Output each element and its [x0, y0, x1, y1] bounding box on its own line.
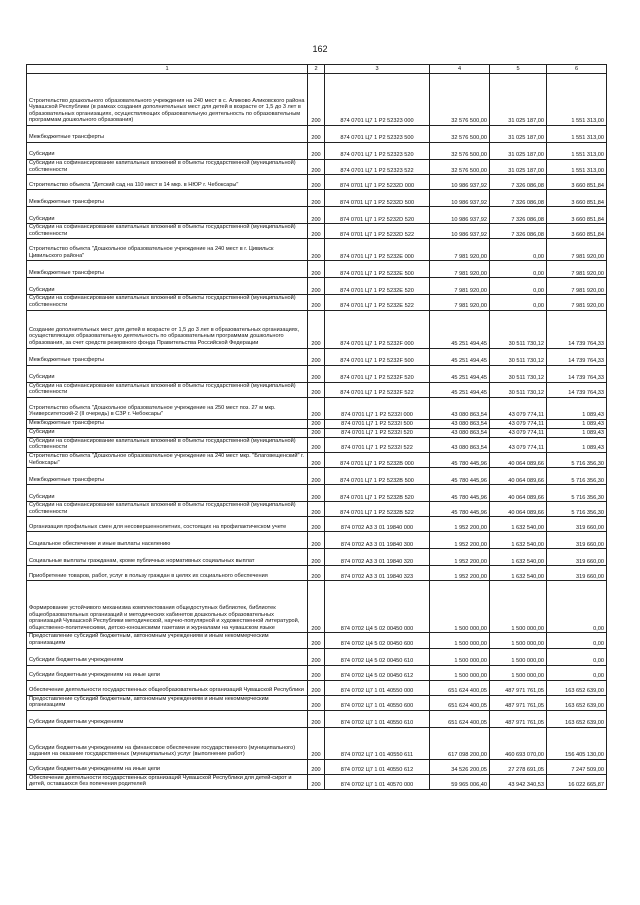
table-row — [27, 680, 607, 695]
row-amount-planned: 32 576 500,00 — [430, 160, 490, 175]
row-amount-remaining: 319 660,00 — [547, 566, 607, 581]
row-name: Субсидии на софинансирование капитальных вложений в объекты государственной (муниципальной) собственности — [27, 295, 308, 310]
row-amount-executed: 487 971 761,05 — [490, 680, 547, 695]
row-budget-code: 874 0702 Ц7 1 01 40550 000 — [325, 680, 430, 695]
row-budget-code: 874 0702 Ц7 1 01 40550 600 — [325, 695, 430, 710]
row-amount-remaining: 0,00 — [547, 581, 607, 633]
row-amount-executed: 1 632 540,00 — [490, 517, 547, 532]
column-header-6: 6 — [547, 65, 607, 74]
row-name: Субсидии бюджетным учреждениям — [27, 648, 308, 665]
table-row — [27, 549, 607, 566]
table-row — [27, 502, 607, 517]
row-amount-executed: 0,00 — [490, 261, 547, 278]
row-line-code: 200 — [308, 695, 325, 710]
row-line-code: 200 — [308, 633, 325, 648]
row-amount-planned: 45 251 494,45 — [430, 365, 490, 382]
row-name: Субсидии — [27, 365, 308, 382]
table-row — [27, 437, 607, 452]
row-budget-code: 874 0701 Ц7 1 Р2 5232D 520 — [325, 207, 430, 224]
row-line-code: 200 — [308, 224, 325, 239]
row-name: Приобретение товаров, работ, услуг в пользу граждан в целях их социального обеспечения — [27, 566, 308, 581]
row-amount-planned: 1 952 200,00 — [430, 517, 490, 532]
row-name: Формирование устойчивого механизма комплектования общедоступных библиотек, библиотек общеобразовательных организаций и методических кабинетов дошкольных образовательных организаций Чувашской Республики методической, научно-популярной и художественной литературой, общественно-политическими, детско-юношескими газетами и журналами на чувашском языке — [27, 581, 308, 633]
row-line-code: 200 — [308, 532, 325, 549]
table-row — [27, 348, 607, 365]
row-amount-executed: 0,00 — [490, 295, 547, 310]
row-line-code: 200 — [308, 365, 325, 382]
row-amount-remaining: 1 089,43 — [547, 428, 607, 437]
row-amount-executed: 1 632 540,00 — [490, 532, 547, 549]
row-amount-executed: 7 326 086,08 — [490, 207, 547, 224]
row-budget-code: 874 0701 Ц7 1 Р2 5232В 522 — [325, 502, 430, 517]
row-amount-remaining: 7 247 509,00 — [547, 759, 607, 774]
row-amount-planned: 1 500 000,00 — [430, 665, 490, 680]
table-row — [27, 648, 607, 665]
row-budget-code: 874 0701 Ц7 1 Р2 5232В 520 — [325, 485, 430, 502]
table-row — [27, 665, 607, 680]
row-amount-remaining: 163 652 639,00 — [547, 695, 607, 710]
row-amount-planned: 1 952 200,00 — [430, 549, 490, 566]
column-header-3: 3 — [325, 65, 430, 74]
row-budget-code: 874 0701 Ц7 1 Р2 5232E 520 — [325, 278, 430, 295]
row-name: Создание дополнительных мест для детей в возрасте от 1,5 до 3 лет в образовательных организациях, осуществляющих образовательную деятельность по образовательным программам дошкольного образования, за счет средств резервного фонда Правительства Российской Федерации — [27, 310, 308, 348]
row-amount-planned: 651 624 400,05 — [430, 710, 490, 727]
row-line-code: 200 — [308, 648, 325, 665]
row-name: Межбюджетные трансферты — [27, 348, 308, 365]
row-amount-executed: 40 064 089,66 — [490, 485, 547, 502]
row-name: Социальное обеспечение и иные выплаты населению — [27, 532, 308, 549]
row-name: Строительство объекта "Детский сад на 110 мест в 14 мкр. в НЮР г. Чебоксары" — [27, 175, 308, 190]
row-amount-planned: 1 500 000,00 — [430, 633, 490, 648]
row-amount-planned: 43 080 863,54 — [430, 428, 490, 437]
row-name: Межбюджетные трансферты — [27, 261, 308, 278]
table-row — [27, 428, 607, 437]
row-amount-executed: 7 326 086,08 — [490, 190, 547, 207]
row-amount-executed: 43 079 774,11 — [490, 437, 547, 452]
table-row — [27, 295, 607, 310]
row-budget-code: 874 0701 Ц7 1 Р2 5232В 500 — [325, 468, 430, 485]
table-row — [27, 382, 607, 397]
row-budget-code: 874 0701 Ц7 1 Р2 5232E 000 — [325, 239, 430, 261]
row-amount-planned: 1 952 200,00 — [430, 566, 490, 581]
row-line-code: 200 — [308, 207, 325, 224]
row-budget-code: 874 0701 Ц7 1 Р2 5232D 000 — [325, 175, 430, 190]
row-amount-remaining: 0,00 — [547, 633, 607, 648]
row-amount-executed: 40 064 089,66 — [490, 452, 547, 467]
row-amount-planned: 43 080 863,54 — [430, 397, 490, 419]
table-row — [27, 143, 607, 160]
row-amount-executed: 1 500 000,00 — [490, 581, 547, 633]
row-amount-planned: 45 780 445,96 — [430, 452, 490, 467]
row-line-code: 200 — [308, 261, 325, 278]
row-amount-remaining: 14 739 764,33 — [547, 382, 607, 397]
row-line-code: 200 — [308, 397, 325, 419]
table-row — [27, 581, 607, 633]
page-number: 162 — [312, 44, 328, 54]
table-row — [27, 710, 607, 727]
row-name: Строительство объекта "Дошкольное образовательное учреждение на 240 мест в г. Цивильск Цивильского района" — [27, 239, 308, 261]
row-line-code: 200 — [308, 126, 325, 143]
row-line-code: 200 — [308, 710, 325, 727]
row-line-code: 200 — [308, 382, 325, 397]
row-name: Межбюджетные трансферты — [27, 190, 308, 207]
row-name: Субсидии бюджетным учреждениям на иные цели — [27, 665, 308, 680]
row-amount-executed: 40 064 089,66 — [490, 468, 547, 485]
row-amount-remaining: 319 660,00 — [547, 549, 607, 566]
row-budget-code: 874 0701 Ц7 1 Р2 5232D 500 — [325, 190, 430, 207]
row-name: Обеспечение деятельности государственных организаций Чувашской Республики для детей-сирот и детей, оставшихся без попечения родителей — [27, 774, 308, 789]
row-line-code: 200 — [308, 581, 325, 633]
row-name: Межбюджетные трансферты — [27, 468, 308, 485]
row-name: Субсидии на софинансирование капитальных вложений в объекты государственной (муниципальной) собственности — [27, 224, 308, 239]
row-line-code: 200 — [308, 160, 325, 175]
table-row — [27, 397, 607, 419]
row-name: Предоставление субсидий бюджетным, автономным учреждениям и иным некоммерческим организациям — [27, 633, 308, 648]
row-amount-executed: 1 500 000,00 — [490, 648, 547, 665]
row-budget-code: 874 0701 Ц7 1 Р2 5232I 520 — [325, 428, 430, 437]
row-amount-executed: 0,00 — [490, 239, 547, 261]
row-line-code: 200 — [308, 485, 325, 502]
row-amount-remaining: 163 652 639,00 — [547, 680, 607, 695]
row-name: Субсидии бюджетным учреждениям на финансовое обеспечение государственного (муниципального) задания на оказание государственных (муниципальных) услуг (выполнение работ) — [27, 727, 308, 759]
row-budget-code: 874 0701 Ц7 1 Р2 5232F 522 — [325, 382, 430, 397]
row-amount-remaining: 5 716 356,30 — [547, 502, 607, 517]
table-body — [27, 74, 607, 790]
row-name: Обеспечение деятельности государственных общеобразовательных организаций Чувашской Республики — [27, 680, 308, 695]
row-amount-planned: 10 986 937,92 — [430, 207, 490, 224]
row-amount-remaining: 7 981 920,00 — [547, 278, 607, 295]
column-header-4: 4 — [430, 65, 490, 74]
table-row — [27, 517, 607, 532]
row-amount-planned: 10 986 937,92 — [430, 224, 490, 239]
row-line-code: 200 — [308, 566, 325, 581]
table-row — [27, 239, 607, 261]
row-budget-code: 874 0701 Ц7 1 Р2 52323 522 — [325, 160, 430, 175]
row-line-code: 200 — [308, 310, 325, 348]
row-amount-executed: 31 025 187,00 — [490, 143, 547, 160]
row-amount-remaining: 14 739 764,33 — [547, 365, 607, 382]
row-amount-remaining: 319 660,00 — [547, 517, 607, 532]
row-budget-code: 874 0702 Ц7 1 01 40550 610 — [325, 710, 430, 727]
row-name: Субсидии на софинансирование капитальных вложений в объекты государственной (муниципальной) собственности — [27, 502, 308, 517]
row-name: Субсидии бюджетным учреждениям на иные цели — [27, 759, 308, 774]
row-amount-remaining: 3 660 851,84 — [547, 190, 607, 207]
row-line-code: 200 — [308, 665, 325, 680]
row-budget-code: 874 0701 Ц7 1 Р2 5232I 500 — [325, 419, 430, 428]
table-row — [27, 566, 607, 581]
row-amount-executed: 1 632 540,00 — [490, 566, 547, 581]
row-amount-remaining: 0,00 — [547, 665, 607, 680]
row-name: Субсидии — [27, 428, 308, 437]
row-line-code: 200 — [308, 278, 325, 295]
table-row — [27, 261, 607, 278]
row-budget-code: 874 0701 Ц7 1 Р2 5232I 000 — [325, 397, 430, 419]
row-amount-remaining: 14 739 764,33 — [547, 310, 607, 348]
row-budget-code: 874 0701 Ц7 1 Р2 52323 520 — [325, 143, 430, 160]
row-amount-executed: 30 511 730,12 — [490, 310, 547, 348]
row-amount-planned: 45 780 445,96 — [430, 468, 490, 485]
row-line-code: 200 — [308, 175, 325, 190]
row-amount-planned: 45 780 445,96 — [430, 485, 490, 502]
column-header-2: 2 — [308, 65, 325, 74]
row-amount-planned: 59 965 006,40 — [430, 774, 490, 789]
row-line-code: 200 — [308, 419, 325, 428]
row-line-code: 200 — [308, 239, 325, 261]
table-row — [27, 532, 607, 549]
row-amount-executed: 7 326 086,08 — [490, 224, 547, 239]
row-line-code: 200 — [308, 295, 325, 310]
row-amount-executed: 0,00 — [490, 278, 547, 295]
row-amount-executed: 30 511 730,12 — [490, 365, 547, 382]
row-line-code: 200 — [308, 774, 325, 789]
row-name: Субсидии — [27, 207, 308, 224]
row-name: Субсидии — [27, 485, 308, 502]
table-row — [27, 727, 607, 759]
row-amount-planned: 10 986 937,92 — [430, 175, 490, 190]
row-name: Субсидии — [27, 143, 308, 160]
row-amount-remaining: 163 652 639,00 — [547, 710, 607, 727]
row-budget-code: 874 0702 Ц7 1 01 40570 000 — [325, 774, 430, 789]
row-budget-code: 874 0701 Ц7 1 Р2 52323 500 — [325, 126, 430, 143]
row-amount-planned: 10 986 937,92 — [430, 190, 490, 207]
row-amount-remaining: 319 660,00 — [547, 532, 607, 549]
row-amount-executed: 31 025 187,00 — [490, 160, 547, 175]
row-amount-remaining: 5 716 356,30 — [547, 485, 607, 502]
row-amount-executed: 31 025 187,00 — [490, 126, 547, 143]
row-amount-planned: 651 624 400,05 — [430, 695, 490, 710]
row-amount-executed: 40 064 089,66 — [490, 502, 547, 517]
row-line-code: 200 — [308, 428, 325, 437]
row-amount-executed: 1 500 000,00 — [490, 633, 547, 648]
table-header-row — [27, 65, 607, 74]
row-name: Субсидии — [27, 278, 308, 295]
row-amount-planned: 617 098 200,00 — [430, 727, 490, 759]
row-amount-remaining: 1 551 313,00 — [547, 143, 607, 160]
row-amount-executed: 30 511 730,12 — [490, 382, 547, 397]
row-amount-planned: 7 981 920,00 — [430, 261, 490, 278]
row-budget-code: 874 0701 Ц7 1 Р2 5232I 522 — [325, 437, 430, 452]
row-name: Субсидии на софинансирование капитальных вложений в объекты государственной (муниципальной) собственности — [27, 437, 308, 452]
row-budget-code: 874 0701 Ц7 1 Р2 5232F 500 — [325, 348, 430, 365]
row-name: Субсидии на софинансирование капитальных вложений в объекты государственной (муниципальной) собственности — [27, 382, 308, 397]
row-line-code: 200 — [308, 468, 325, 485]
row-amount-executed: 43 942 340,53 — [490, 774, 547, 789]
row-amount-planned: 32 576 500,00 — [430, 126, 490, 143]
row-amount-planned: 1 500 000,00 — [430, 648, 490, 665]
budget-table — [26, 64, 607, 790]
row-amount-remaining: 7 981 920,00 — [547, 295, 607, 310]
row-line-code: 200 — [308, 452, 325, 467]
row-amount-remaining: 156 405 130,00 — [547, 727, 607, 759]
row-amount-planned: 7 981 920,00 — [430, 239, 490, 261]
table-row — [27, 207, 607, 224]
row-name: Строительство объекта "Дошкольное образовательное учреждение на 250 мест поз. 27 м мкр. Университетский-2 (II очередь) в СЗР г. Чебоксары" — [27, 397, 308, 419]
row-amount-remaining: 0,00 — [547, 648, 607, 665]
row-line-code: 200 — [308, 727, 325, 759]
table-row — [27, 485, 607, 502]
table-row — [27, 160, 607, 175]
row-name: Строительство дошкольного образовательного учреждения на 240 мест в с. Аликово Аликовского района Чувашской Республики (в рамках создания дополнительных мест для детей в возрасте от 1,5 до 3 лет в образовательных организациях, осуществляющих образовательную деятельность по образовательным программам дошкольного образования) — [27, 74, 308, 126]
row-budget-code: 874 0701 Ц7 1 Р2 52323 000 — [325, 74, 430, 126]
row-name: Строительство объекта "Дошкольное образовательное учреждение на 240 мест мкр. "Благовещенский" г. Чебоксары" — [27, 452, 308, 467]
row-amount-remaining: 7 981 920,00 — [547, 261, 607, 278]
table-row — [27, 365, 607, 382]
row-amount-remaining: 1 089,43 — [547, 437, 607, 452]
row-amount-remaining: 3 660 851,84 — [547, 224, 607, 239]
row-budget-code: 874 0701 Ц7 1 Р2 5232D 522 — [325, 224, 430, 239]
row-amount-planned: 32 576 500,00 — [430, 143, 490, 160]
row-amount-executed: 487 971 761,05 — [490, 710, 547, 727]
row-amount-remaining: 1 089,43 — [547, 397, 607, 419]
row-amount-remaining: 1 551 313,00 — [547, 126, 607, 143]
row-budget-code: 874 0702 Ц7 1 01 40550 612 — [325, 759, 430, 774]
row-amount-planned: 1 500 000,00 — [430, 581, 490, 633]
row-budget-code: 874 0701 Ц7 1 Р2 5232F 520 — [325, 365, 430, 382]
row-amount-planned: 45 780 445,96 — [430, 502, 490, 517]
table-row — [27, 759, 607, 774]
row-budget-code: 874 0701 Ц7 1 Р2 5232F 000 — [325, 310, 430, 348]
row-amount-executed: 43 079 774,11 — [490, 428, 547, 437]
table-row — [27, 633, 607, 648]
table-row — [27, 695, 607, 710]
table-row — [27, 310, 607, 348]
row-amount-executed: 27 278 691,05 — [490, 759, 547, 774]
table-row — [27, 419, 607, 428]
row-amount-remaining: 16 022 665,87 — [547, 774, 607, 789]
row-amount-remaining: 14 739 764,33 — [547, 348, 607, 365]
row-amount-planned: 7 981 920,00 — [430, 278, 490, 295]
row-amount-remaining: 5 716 356,30 — [547, 452, 607, 467]
table-row — [27, 224, 607, 239]
row-amount-planned: 651 624 400,05 — [430, 680, 490, 695]
row-line-code: 200 — [308, 437, 325, 452]
row-amount-remaining: 5 716 356,30 — [547, 468, 607, 485]
row-budget-code: 874 0702 А3 3 01 19840 320 — [325, 549, 430, 566]
row-budget-code: 874 0702 А3 3 01 19840 000 — [325, 517, 430, 532]
row-amount-planned: 34 526 200,05 — [430, 759, 490, 774]
row-budget-code: 874 0702 А3 3 01 19840 323 — [325, 566, 430, 581]
row-name: Субсидии бюджетным учреждениям — [27, 710, 308, 727]
row-name: Межбюджетные трансферты — [27, 419, 308, 428]
row-line-code: 200 — [308, 348, 325, 365]
table-row — [27, 175, 607, 190]
row-budget-code: 874 0701 Ц7 1 Р2 5232E 500 — [325, 261, 430, 278]
row-line-code: 200 — [308, 680, 325, 695]
row-budget-code: 874 0701 Ц7 1 Р2 5232В 000 — [325, 452, 430, 467]
row-budget-code: 874 0702 Ц4 5 02 00450 610 — [325, 648, 430, 665]
row-name: Организация профильных смен для несовершеннолетних, состоящих на профилактическом учете — [27, 517, 308, 532]
row-budget-code: 874 0702 Ц4 5 02 00450 600 — [325, 633, 430, 648]
row-amount-executed: 487 971 761,05 — [490, 695, 547, 710]
row-amount-remaining: 3 660 851,84 — [547, 207, 607, 224]
row-amount-remaining: 1 551 313,00 — [547, 160, 607, 175]
table-row — [27, 190, 607, 207]
row-budget-code: 874 0702 Ц4 5 02 00450 000 — [325, 581, 430, 633]
table-row — [27, 468, 607, 485]
row-amount-planned: 45 251 494,45 — [430, 382, 490, 397]
row-amount-planned: 45 251 494,45 — [430, 310, 490, 348]
row-amount-executed: 43 079 774,11 — [490, 419, 547, 428]
row-amount-remaining: 1 551 313,00 — [547, 74, 607, 126]
row-line-code: 200 — [308, 502, 325, 517]
row-amount-executed: 1 500 000,00 — [490, 665, 547, 680]
row-amount-remaining: 3 660 851,84 — [547, 175, 607, 190]
table-row — [27, 74, 607, 126]
row-amount-remaining: 7 981 920,00 — [547, 239, 607, 261]
row-amount-planned: 45 251 494,45 — [430, 348, 490, 365]
row-budget-code: 874 0702 Ц4 5 02 00450 612 — [325, 665, 430, 680]
row-name: Социальные выплаты гражданам, кроме публичных нормативных социальных выплат — [27, 549, 308, 566]
row-amount-executed: 7 326 086,08 — [490, 175, 547, 190]
column-header-5: 5 — [490, 65, 547, 74]
row-amount-executed: 460 693 070,00 — [490, 727, 547, 759]
row-line-code: 200 — [308, 549, 325, 566]
table-row — [27, 774, 607, 789]
row-line-code: 200 — [308, 143, 325, 160]
column-header-1: 1 — [27, 65, 308, 74]
row-amount-executed: 31 025 187,00 — [490, 74, 547, 126]
row-line-code: 200 — [308, 759, 325, 774]
table-row — [27, 126, 607, 143]
row-line-code: 200 — [308, 517, 325, 532]
table-row — [27, 278, 607, 295]
row-line-code: 200 — [308, 190, 325, 207]
row-amount-executed: 30 511 730,12 — [490, 348, 547, 365]
row-name: Межбюджетные трансферты — [27, 126, 308, 143]
table-row — [27, 452, 607, 467]
row-amount-planned: 32 576 500,00 — [430, 74, 490, 126]
row-amount-executed: 43 079 774,11 — [490, 397, 547, 419]
row-name: Предоставление субсидий бюджетным, автономным учреждениям и иным некоммерческим организациям — [27, 695, 308, 710]
row-amount-remaining: 1 089,43 — [547, 419, 607, 428]
row-amount-planned: 1 952 200,00 — [430, 532, 490, 549]
row-budget-code: 874 0702 Ц7 1 01 40550 611 — [325, 727, 430, 759]
row-budget-code: 874 0702 А3 3 01 19840 300 — [325, 532, 430, 549]
row-amount-planned: 43 080 863,54 — [430, 419, 490, 428]
row-name: Субсидии на софинансирование капитальных вложений в объекты государственной (муниципальной) собственности — [27, 160, 308, 175]
row-amount-executed: 1 632 540,00 — [490, 549, 547, 566]
row-budget-code: 874 0701 Ц7 1 Р2 5232E 522 — [325, 295, 430, 310]
row-amount-planned: 7 981 920,00 — [430, 295, 490, 310]
row-line-code: 200 — [308, 74, 325, 126]
row-amount-planned: 43 080 863,54 — [430, 437, 490, 452]
